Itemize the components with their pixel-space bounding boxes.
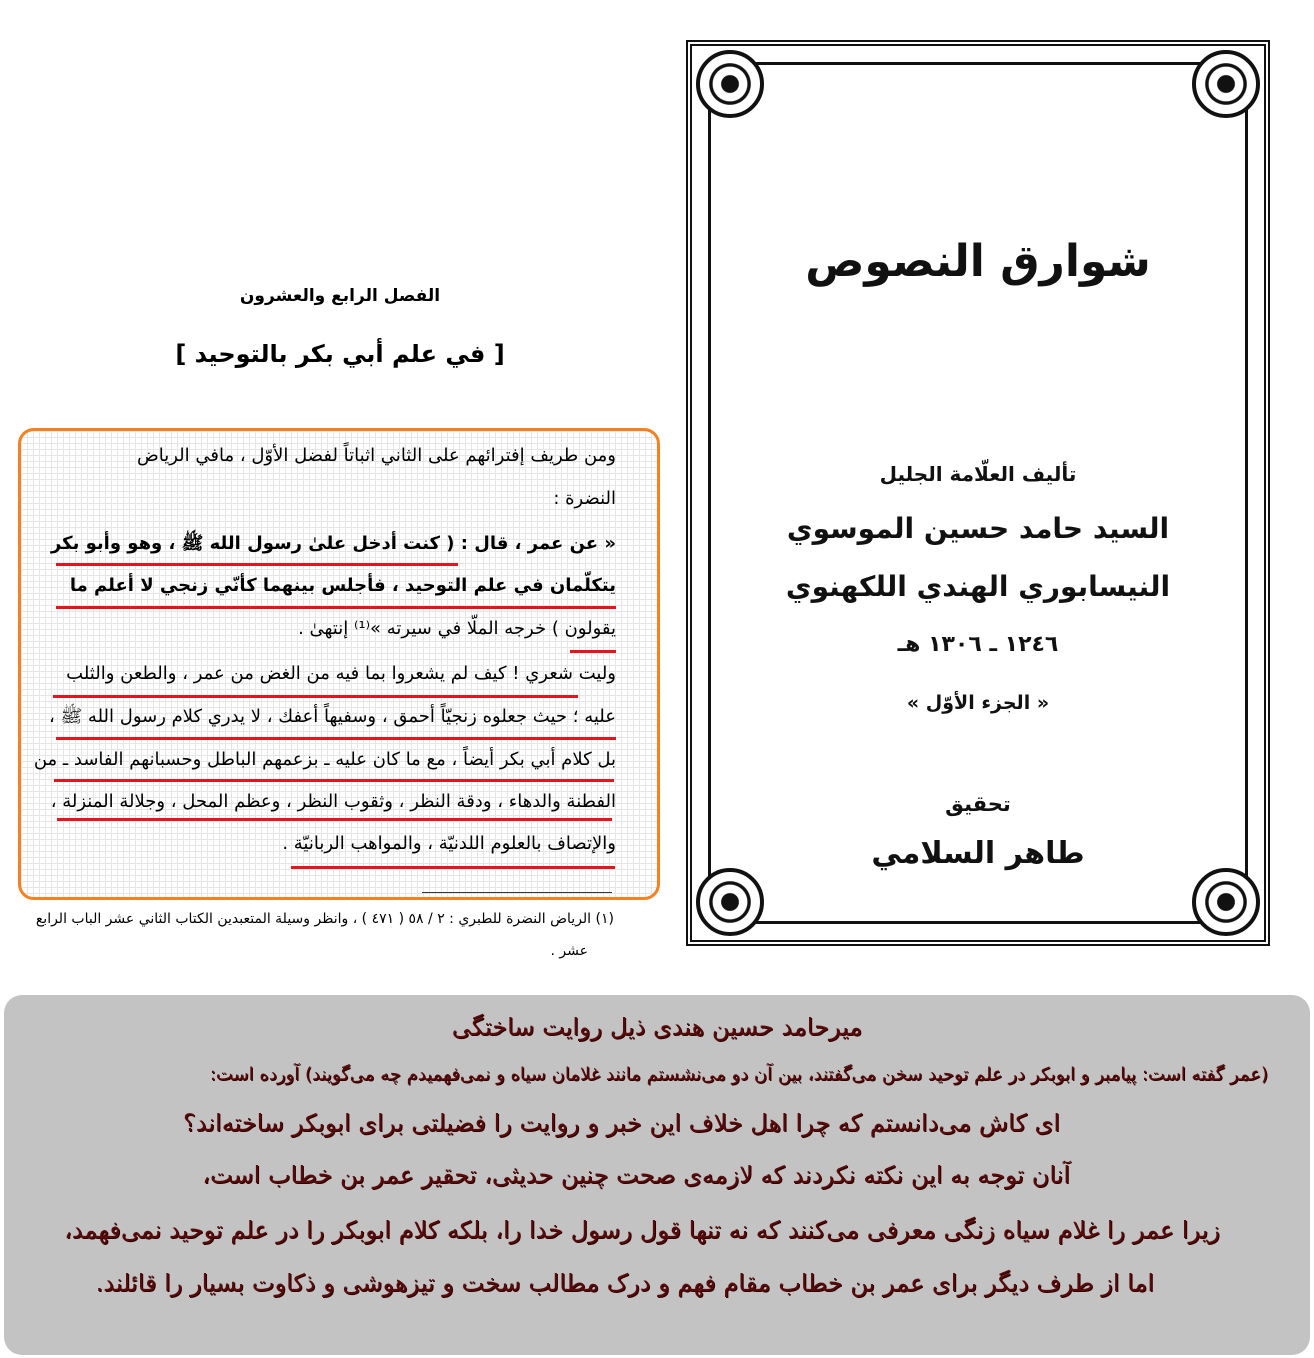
passage-line: وليت شعري ! كيف لم يشعروا بما فيه من الغض من عمر ، والطعن والثلب [66, 663, 616, 684]
passage-line: الفطنة والدهاء ، ودقة النظر ، وثقوب النظر ، وعظم المحل ، وجلالة المنزلة ، [50, 791, 616, 812]
red-underline [56, 737, 616, 740]
book-cover [686, 40, 1270, 946]
red-underline [570, 650, 616, 653]
red-underline [291, 866, 615, 869]
passage-line: عليه ؛ حيث جعلوه زنجيّاً أحمق ، وسفيهاً أعفك ، لا يدري كلام رسول الله ﷺ ، [48, 706, 616, 727]
commentary-line: اما از طرف دیگر برای عمر بن خطاب مقام فهم و درک مطالب سخت و تیزهوشی و ذکاوت بسیار را قائلند. [95, 1269, 1154, 1297]
ornament-icon [1192, 868, 1260, 936]
commentary-heading: میرحامد حسین هندی ذیل روایت ساختگی [451, 1013, 863, 1041]
red-underline [57, 818, 612, 821]
ornament-icon [696, 50, 764, 118]
ornament-icon [1192, 50, 1260, 118]
book-title: شوارق النصوص [805, 236, 1151, 287]
section-title: [ في علم أبي بكر بالتوحيد ] [175, 340, 505, 368]
volume-label: « الجزء الأوّل » [906, 692, 1050, 714]
author-nisba: النيسابوري الهندي اللكهنوي [785, 570, 1171, 603]
passage-line: والإتصاف بالعلوم اللدنيّة ، والمواهب الربانيّة . [282, 833, 616, 854]
author-name: السيد حامد حسين الموسوي [786, 512, 1170, 545]
passage-line: ومن طريف إفترائهم على الثاني اثباتاً لفضل الأوّل ، مافي الرياض [136, 445, 616, 466]
ornament-icon [696, 868, 764, 936]
passage-line: « عن عمر ، قال : ( كنت أدخل علىٰ رسول الله ﷺ ، وهو وأبو بكر [50, 533, 616, 554]
author-dates: ١٢٤٦ ـ ١٣٠٦ هـ [897, 632, 1059, 657]
red-underline [56, 606, 616, 609]
commentary-line: آنان توجه به این نکته نکردند که لازمه‌ی صحت چنین حدیثی، تحقیر عمر بن خطاب است، [202, 1161, 1070, 1189]
commentary-line: زیرا عمر را غلام سیاه زنگی معرفی می‌کنند که نه تنها قول رسول خدا را، بلکه کلام ابوبکر را در علم توحید نمی‌فهمد، [64, 1216, 1220, 1244]
footnote: (١) الرياض النضرة للطبري : ٢ / ٥٨ ( ٤٧١ ) ، وانظر وسيلة المتعبدين الكتاب الثاني عشر الباب الرابع [35, 911, 614, 927]
red-underline [54, 779, 614, 782]
editor-name: طاهر السلامي [871, 836, 1085, 871]
editor-label: تحقيق [945, 792, 1011, 816]
passage-line: يقولون ) خرجه الملّا في سيرته »⁽¹⁾ إنتهىٰ . [298, 618, 616, 639]
footnote: عشر . [550, 943, 588, 959]
chapter-heading: الفصل الرابع والعشرون [239, 286, 441, 306]
red-underline [56, 563, 458, 566]
passage-line: النضرة : [553, 488, 616, 509]
commentary-quote: (عمر گفته است: پیامبر و ابوبکر در علم توحید سخن می‌گفتند، بین آن دو می‌نشستم مانند غلامان سیاه و نمی‌فهمیدم چه می‌گویند) آورده است: [209, 1064, 1268, 1085]
author-intro: تأليف العلّامة الجليل [879, 462, 1077, 486]
footnote-divider [422, 892, 612, 893]
passage-line: يتكلّمان في علم التوحيد ، فأجلس بينهما كأنّي زنجي لا أعلم ما [69, 575, 616, 596]
commentary-line: ای کاش می‌دانستم که چرا اهل خلاف این خبر و روایت را فضیلتی برای ابوبکر ساخته‌اند؟ [183, 1109, 1060, 1137]
red-underline [53, 695, 578, 698]
passage-line: بل كلام أبي بكر أيضاً ، مع ما كان عليه ـ بزعمهم الباطل وحسبانهم الفاسد ـ من [33, 749, 616, 770]
